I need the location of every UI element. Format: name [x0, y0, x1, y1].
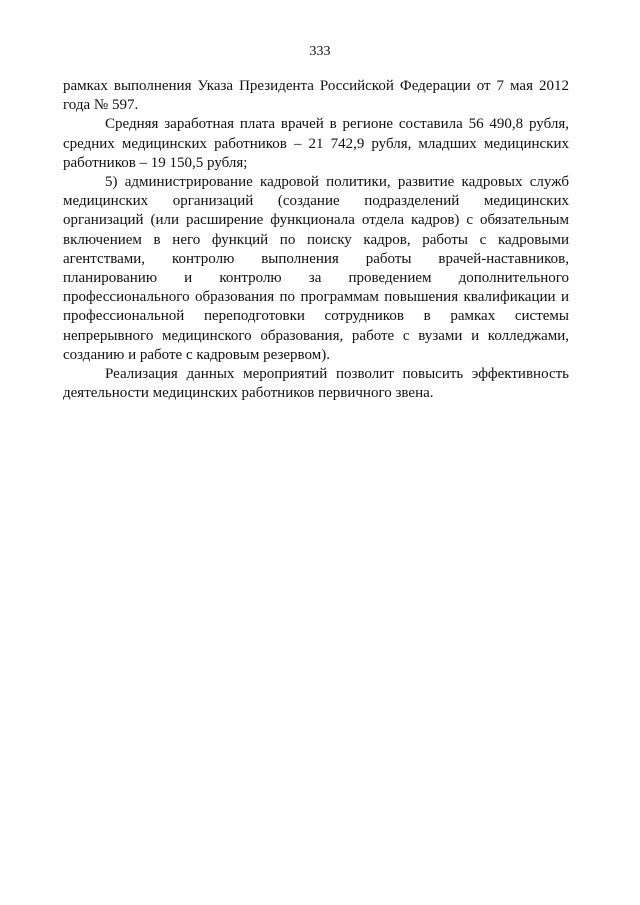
paragraph-continuation: рамках выполнения Указа Президента Российской Федерации от 7 мая 2012 года № 597.	[63, 78, 569, 114]
paragraph-salary: Средняя заработная плата врачей в регионе составила 56 490,8 рубля, средних медицинских работников – 21 742,9 рубля, младших медицинских работников – 19 150,5 рубля;	[63, 116, 569, 171]
document-body	[63, 77, 569, 403]
paragraph-conclusion: Реализация данных мероприятий позволит повысить эффективность деятельности медицинских работников первичного звена.	[63, 366, 569, 402]
page-number: 333	[309, 44, 331, 59]
paragraph-hr-policy: 5) администрирование кадровой политики, развитие кадровых служб медицинских организаций (создание подразделений медицинских организаций (или расширение функционала отдела кадров) с обязательным включением в него функций по поиску кадров, работы с кадровыми агентствами, контролю выполнения работы врачей-наставников, планированию и контролю за проведением дополнительного профессионального образования по программам повышения квалификации и профессиональной переподготовки сотрудников в рамках системы непрерывного медицинского образования, работе с вузами и колледжами, созданию и работе с кадровым резервом).	[63, 174, 569, 363]
